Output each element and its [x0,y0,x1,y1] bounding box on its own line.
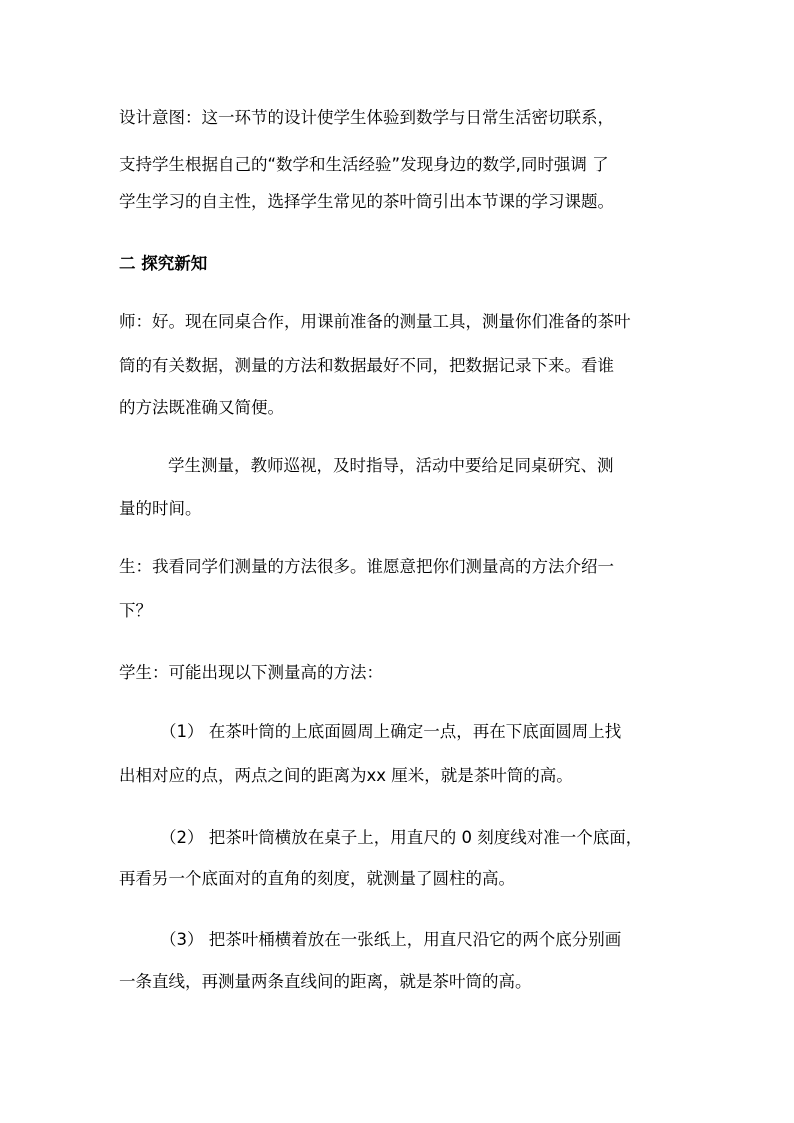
method-1-line-1: （1） 在茶叶筒的上底面圆周上确定一点，再在下底面圆周上找 [160,722,622,741]
activity-note-line-1: 学生测量，教师巡视，及时指导，活动中要给足同桌研究、测 [168,456,614,475]
teacher-prompt-line-1: 师：好。现在同桌合作，用课前准备的测量工具，测量你们准备的茶叶 [119,312,631,331]
design-intent-line-1: 设计意图：这一环节的设计使学生体验到数学与日常生活密切联系， [119,108,614,127]
question-line-1: 生：我看同学们测量的方法很多。谁愿意把你们测量高的方法介绍一 [119,557,614,576]
activity-note-line-2: 量的时间。 [119,499,202,518]
method-3-line-1: （3） 把茶叶桶横着放在一张纸上，用直尺沿它的两个底分别画 [160,930,622,949]
method-1-line-2: 出相对应的点，两点之间的距离为xx 厘米，就是茶叶筒的高。 [119,766,573,785]
teacher-prompt-line-3: 的方法既准确又简便。 [119,398,284,417]
teacher-prompt-line-2: 筒的有关数据，测量的方法和数据最好不同，把数据记录下来。看谁 [119,356,614,375]
section-heading: 二 探究新知 [119,254,208,273]
design-intent-line-3: 学生学习的自主性，选择学生常见的茶叶筒引出本节课的学习课题。 [119,192,614,211]
design-intent-line-2: 支持学生根据自己的“数学和生活经验”发现身边的数学,同时强调 了 [119,155,609,174]
methods-intro: 学生：可能出现以下测量高的方法： [119,663,383,682]
question-line-2: 下？ [119,601,152,620]
method-2-line-1: （2） 把茶叶筒横放在桌子上，用直尺的 0 刻度线对准一个底面， [160,828,643,847]
method-3-line-2: 一条直线，再测量两条直线间的距离，就是茶叶筒的高。 [119,972,532,991]
method-2-line-2: 再看另一个底面对的直角的刻度，就测量了圆柱的高。 [119,869,515,888]
